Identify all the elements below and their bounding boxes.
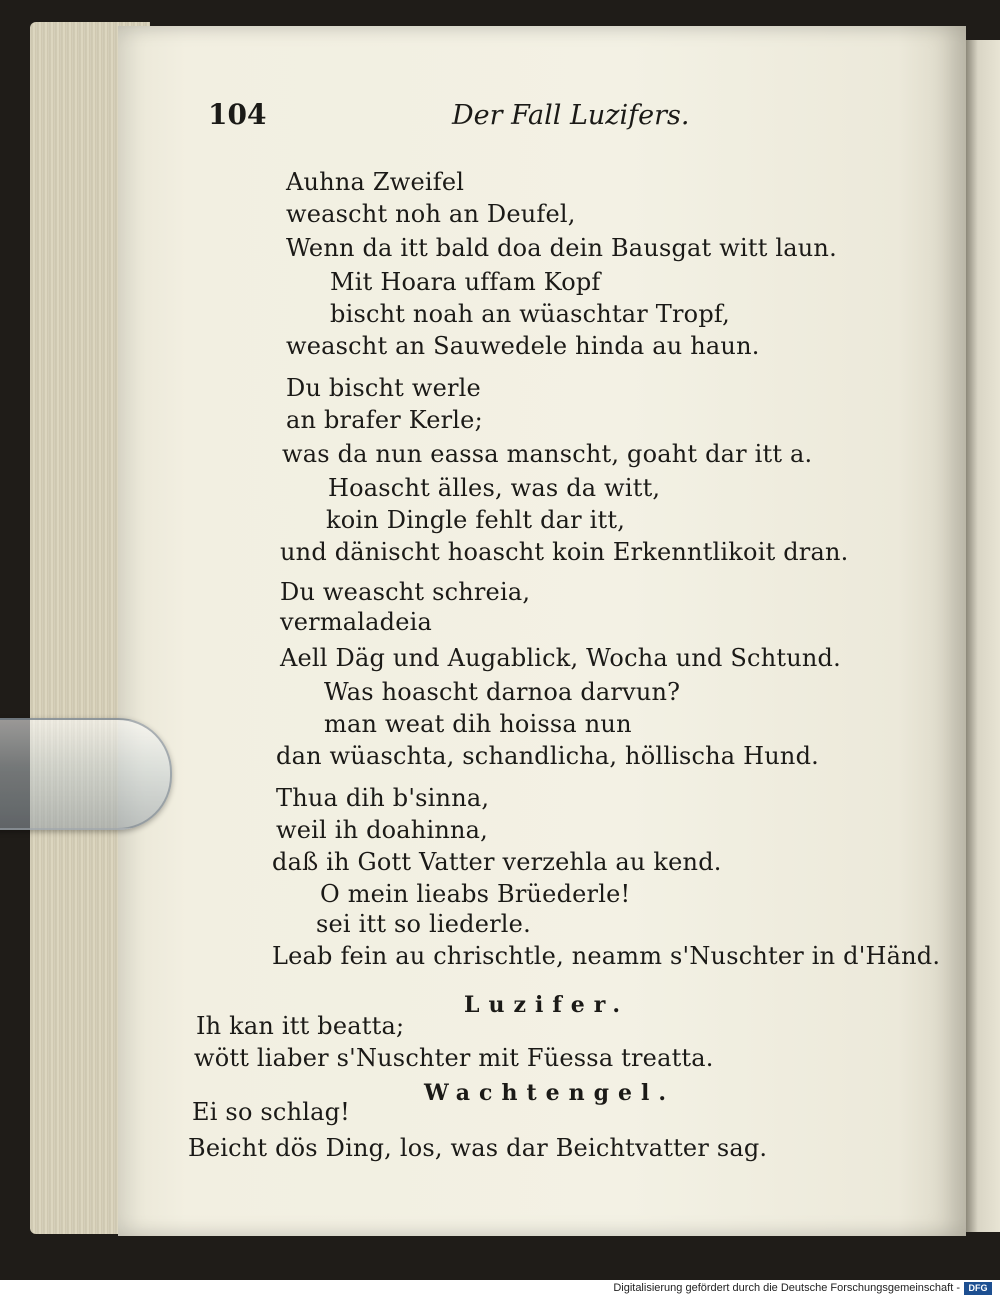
verse-line: man weat dih hoissa nun: [324, 710, 632, 738]
page-clip: [0, 718, 172, 830]
verse-line: Mit Hoara uffam Kopf: [330, 268, 601, 296]
verse-line: und dänischt hoascht koin Erkenntlikoit dran.: [280, 538, 849, 566]
verse-line: was da nun eassa manscht, goaht dar itt a.: [282, 440, 813, 468]
verse-line: Du bischt werle: [286, 374, 481, 402]
verse-line: weascht noh an Deufel,: [286, 200, 576, 228]
verse-line: Aell Däg und Augablick, Wocha und Schtund.: [280, 644, 841, 672]
verse-line: O mein lieabs Brüederle!: [320, 880, 631, 908]
verse-line: an brafer Kerle;: [286, 406, 483, 434]
verse-line: Leab fein au chrischtle, neamm s'Nuschter in d'Händ.: [272, 942, 941, 970]
verse-line: Hoascht älles, was da witt,: [328, 474, 661, 502]
footer-bar: [0, 1280, 1000, 1298]
verse-line: Ih kan itt beatta;: [196, 1012, 405, 1040]
verse-line: vermaladeia: [280, 608, 433, 636]
facing-page-edge: [966, 40, 1000, 1232]
verse-line: Wenn da itt bald doa dein Bausgat witt laun.: [286, 234, 837, 262]
verse-line: weil ih doahinna,: [276, 816, 488, 844]
verse-line: daß ih Gott Vatter verzehla au kend.: [272, 848, 722, 876]
verse-line: weascht an Sauwedele hinda au haun.: [286, 332, 760, 360]
verse-line: wött liaber s'Nuschter mit Füessa treatta.: [194, 1044, 714, 1072]
verse-line: Auhna Zweifel: [286, 168, 465, 196]
speaker-name: Luzifer.: [464, 992, 630, 1018]
verse-line: sei itt so liederle.: [316, 910, 531, 938]
verse-line: Was hoascht darnoa darvun?: [324, 678, 681, 706]
verse-line: Ei so schlag!: [192, 1098, 351, 1126]
verse-line: dan wüaschta, schandlicha, höllischa Hund.: [276, 742, 819, 770]
running-title: Der Fall Luzifers.: [452, 100, 690, 131]
dfg-logo: DFG: [964, 1282, 992, 1295]
verse-line: Du weascht schreia,: [280, 578, 531, 606]
page-number: 104: [208, 98, 267, 131]
speaker-name: Wachtengel.: [424, 1080, 675, 1106]
verse-line: bischt noah an wüaschtar Tropf,: [330, 300, 730, 328]
verse-line: Beicht dös Ding, los, was dar Beichtvatter sag.: [188, 1134, 768, 1162]
funding-credit: Digitalisierung gefördert durch die Deutsche Forschungsgemeinschaft -: [613, 1282, 960, 1294]
verse-line: Thua dih b'sinna,: [276, 784, 490, 812]
verse-line: koin Dingle fehlt dar itt,: [326, 506, 626, 534]
